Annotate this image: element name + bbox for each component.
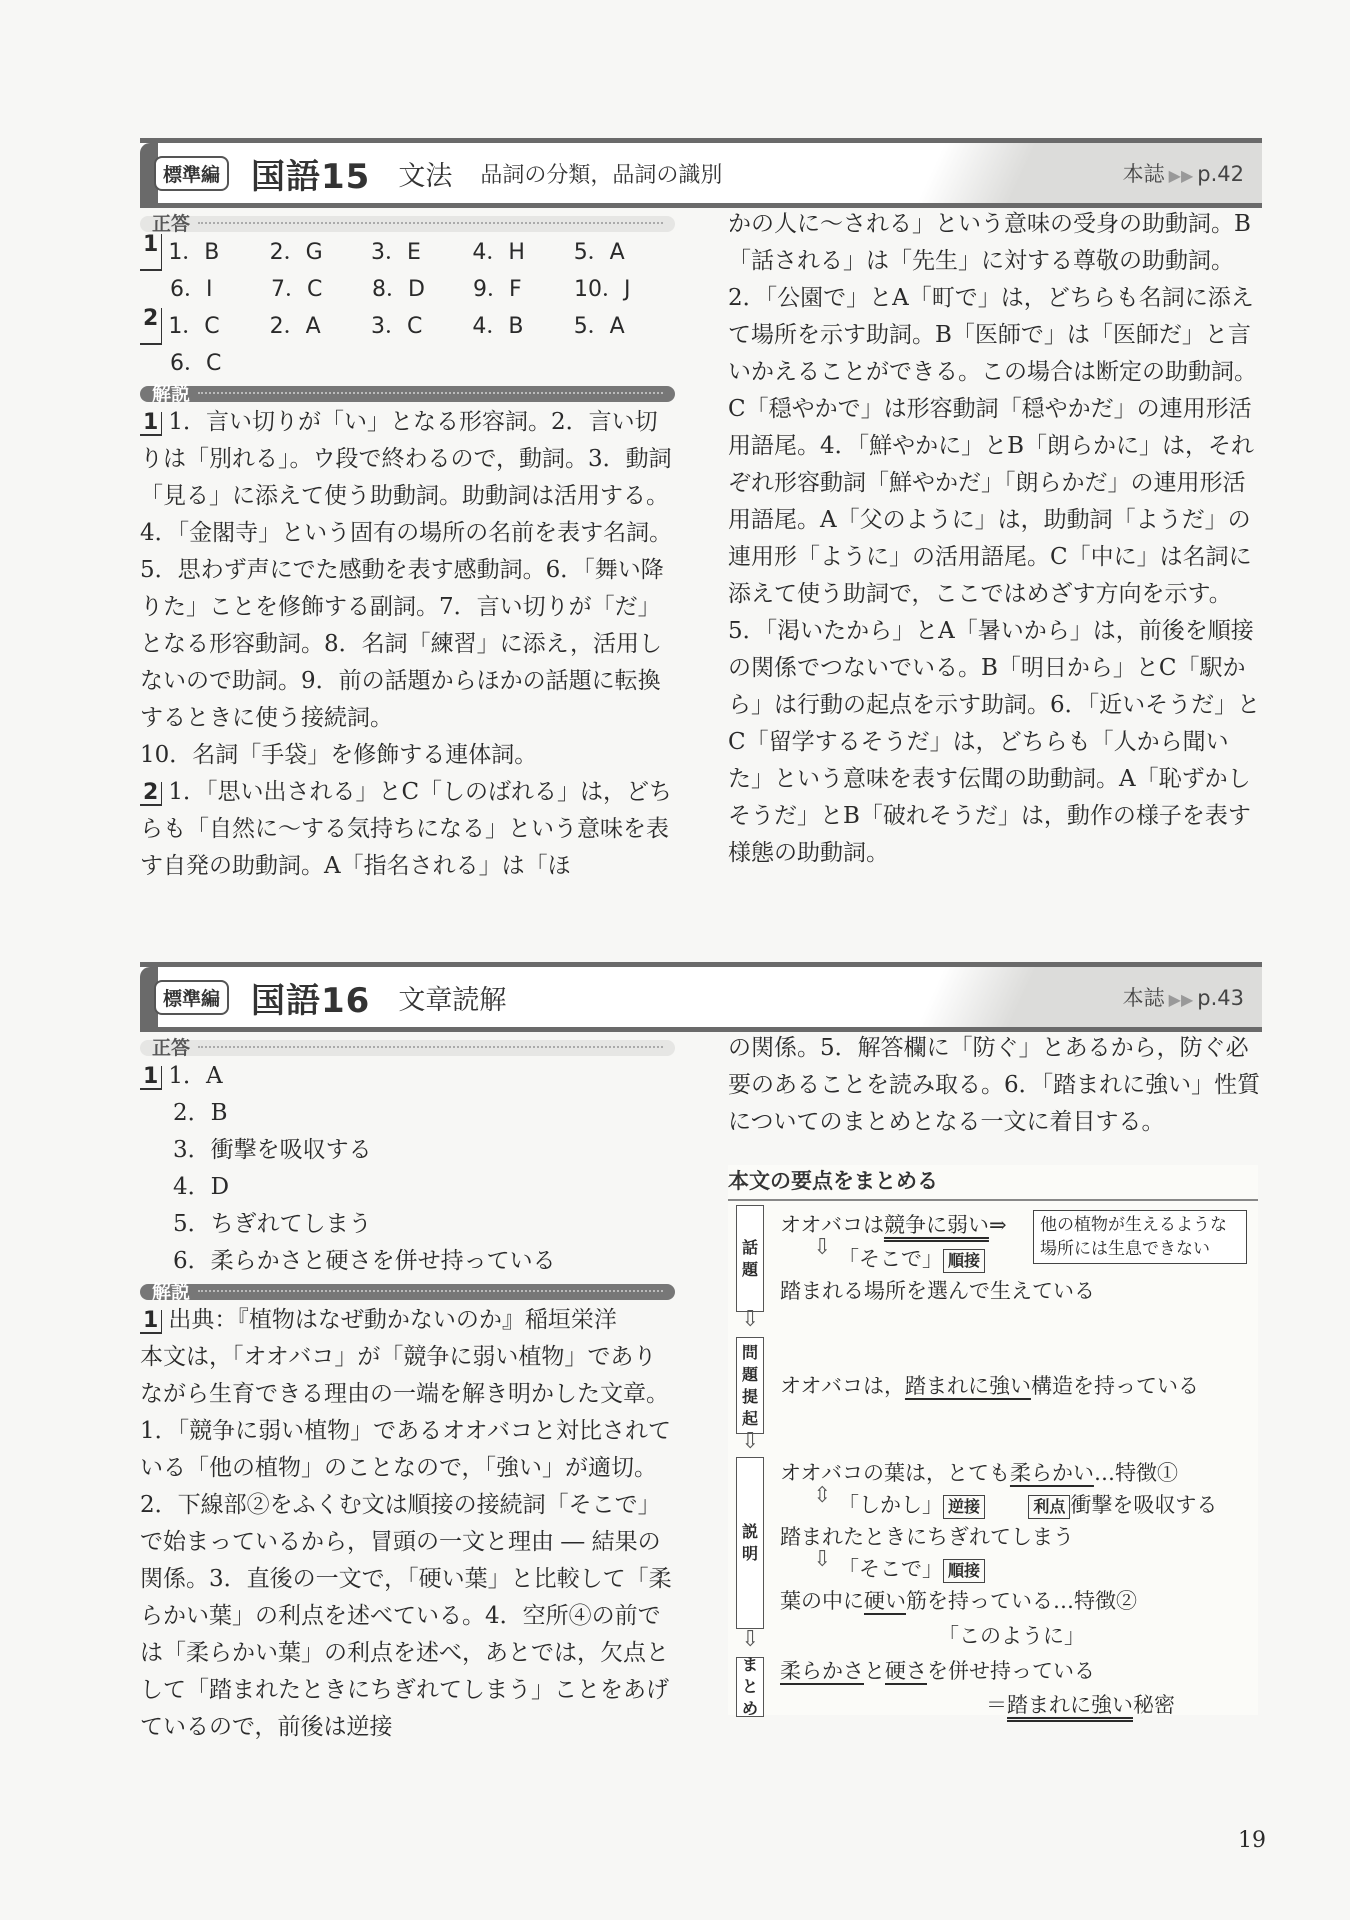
- ref-page: p.42: [1197, 162, 1244, 186]
- summary-connector: 「このように」: [938, 1624, 1085, 1648]
- diagram-title: 本文の要点をまとめる: [728, 1165, 1258, 1201]
- explanation-text: の関係。5．解答欄に「防ぐ」とあるから，防ぐ必要のあることを読み取る。6．「踏まれに強い」性質についてのまとめとなる一文に着目する。: [728, 1035, 1261, 1135]
- answer: 3．E: [371, 240, 421, 265]
- textbook-page-ref: [1123, 982, 1244, 1012]
- ref-page: p.43: [1197, 986, 1244, 1010]
- explanation-paragraph: [140, 774, 675, 885]
- double-arrow-icon: ▶▶: [1168, 166, 1194, 185]
- side-label-explanation: 説明: [736, 1457, 764, 1629]
- answer: 8．D: [372, 277, 425, 302]
- answer-row: [140, 271, 675, 308]
- side-label-summary: まとめ: [736, 1657, 764, 1717]
- text: 葉の中に: [780, 1589, 864, 1613]
- text: を併せ持っている: [927, 1659, 1095, 1683]
- answer-group-1: [140, 234, 675, 308]
- explanation-paragraph: [140, 737, 675, 774]
- level-badge: 標準編: [154, 156, 229, 191]
- answer-row: [140, 308, 675, 345]
- answers-label: 正答: [152, 212, 191, 235]
- explanation-line-3: [780, 1585, 1137, 1615]
- text: と: [864, 1659, 885, 1683]
- down-arrow-icon: ⇩: [741, 1627, 760, 1652]
- topic-line-2: 踏まれる場所を選んで生えている: [780, 1279, 1095, 1303]
- underlined-text: 踏まれに強い: [904, 1374, 1031, 1398]
- explanation-text: かの人に～される」という意味の受身の助動詞。B「話される」は「先生」に対する尊敬の助動詞。2．「公園で」とA「町で」は，どちらも名詞に添えて場所を示す助詞。B「医師で」は「医師だ」と言いかえることができる。この場合は断定の助動詞。C「穏やかで」は形容動詞「穏やかだ」の連用形活用語尾。4．「鮮やかに」とB「朗らかに」は，それぞれ形容動詞「鮮やかだ」「朗らかだ」の連用形活用語尾。A「父のように」は，助動詞「ようだ」の連用形「ように」の活用語尾。C「中に」は名詞に添えて使う助詞で，ここではめざす方向を示す。5．「渇いたから」とA「暑いから」は，前後を順接の関係でつないでいる。B「明日から」とC「駅から」は行動の起点を示す助詞。6．「近いそうだ」とC「留学するそうだ」は，どちらも「人から聞いた」という意味を表す伝聞の助動詞。A「恥ずかしそうだ」とB「破れそうだ」は，動作の様子を表す様態の助動詞。: [728, 211, 1261, 866]
- answer-line: [140, 1058, 675, 1095]
- answer: 3．衝撃を吸収する: [173, 1137, 372, 1163]
- level-badge: 標準編: [154, 980, 229, 1015]
- explanation-label: 解説: [152, 382, 191, 405]
- ref-label: 本誌: [1122, 986, 1165, 1010]
- connector-box: 逆接: [943, 1495, 985, 1519]
- dotted-rule: [198, 392, 663, 396]
- answer: 6．C: [170, 351, 222, 376]
- source-text: 出典：『植物はなぜ動かないのか』稲垣栄洋: [168, 1307, 617, 1333]
- unit-number: 国語15: [251, 156, 371, 197]
- answer: 3．C: [371, 314, 423, 339]
- connector-text: 「そこで」: [838, 1557, 943, 1581]
- underlined-text: 競争に弱い: [883, 1213, 989, 1237]
- text: 筋を持っている…特徴②: [906, 1589, 1137, 1613]
- answer-group-2: [140, 308, 675, 382]
- answer-line: [140, 1132, 675, 1169]
- down-arrow-icon: ⇩: [741, 1307, 760, 1332]
- explanation-text: 1．言い切りが「い」となる形容詞。2．言い切りは「別れる」。ウ段で終わるので，動詞。3．動詞「見る」に添えて使う助動詞。助動詞は活用する。4．「金閣寺」という固有の場所の名前を表す名詞。5．思わず声にでた感動を表す感動詞。6．「舞い降りた」ことを修飾する副詞。7．言い切りが「だ」となる形容動詞。8．名詞「練習」に添え，活用しないので助詞。9．前の話題からほかの話題に転換するときに使う接続詞。: [140, 409, 673, 731]
- connector-box: 順接: [943, 1559, 985, 1583]
- text: 衝撃を吸収する: [1070, 1493, 1218, 1517]
- explanation-text: 1．「思い出される」とC「しのばれる」は，どちらも「自然に～する気持ちになる」という意味を表す自発の助動詞。A「指名される」は「ほ: [140, 779, 673, 879]
- connector-box: 順接: [943, 1249, 985, 1273]
- answer-line: [140, 1206, 675, 1243]
- connector-text: 「しかし」: [838, 1493, 943, 1517]
- answer: 2．B: [173, 1100, 228, 1126]
- question-number: 1: [140, 234, 162, 271]
- source-citation: [140, 1302, 675, 1339]
- explanation-heading: [140, 1280, 675, 1303]
- double-arrow-icon: ▶▶: [1168, 990, 1194, 1009]
- answer-row: [140, 345, 675, 382]
- text: オオバコは，: [780, 1374, 905, 1398]
- right-double-arrow-icon: ⇒: [988, 1213, 1007, 1237]
- answer: 9．F: [473, 277, 522, 302]
- explanation-text: 本文は，「オオバコ」が「競争に弱い植物」でありながら生育できる理由の一端を解き明かした文章。1．「競争に弱い植物」であるオオバコと対比されている「他の植物」のことなので，「強い」が適切。2．下線部②をふくむ文は順接の接続詞「そこで」で始まっているから，冒頭の一文と理由 ― 結果の関係。3．直後の一文で，「硬い葉」と比較して「柔らかい葉」の利点を述べている。4．空所④の前では「柔らかい葉」の利点を述べ，あとでは，欠点として「踏まれたときにちぎれてしまう」ことをあげているので，前後は逆接: [140, 1344, 672, 1740]
- topic-note-box: 他の植物が生えるような場所には生息できない: [1033, 1210, 1247, 1264]
- unit-title: 文法: [398, 160, 453, 192]
- answer: 6．I: [170, 277, 213, 302]
- answer: 4．H: [472, 240, 525, 265]
- answer: 2．G: [269, 240, 323, 265]
- ref-label: 本誌: [1122, 162, 1165, 186]
- answer: 1．C: [168, 314, 220, 339]
- unit-title: 文章読解: [398, 984, 507, 1016]
- question-number: 1: [140, 412, 162, 436]
- dotted-rule: [198, 222, 663, 226]
- page-number: 19: [1238, 1828, 1266, 1853]
- explanation-label: 解説: [152, 1280, 191, 1303]
- dotted-rule: [198, 1046, 663, 1050]
- answer: 4．B: [472, 314, 524, 339]
- dotted-rule: [198, 1290, 663, 1294]
- unit-number: 国語16: [251, 980, 371, 1021]
- side-label-problem: 問題提起: [736, 1337, 764, 1434]
- question-number: 1: [140, 1066, 162, 1090]
- answers-heading: [140, 1036, 675, 1059]
- underlined-text: 硬い: [864, 1589, 906, 1613]
- answer-group-1: [140, 1058, 675, 1280]
- section-16-left-column: [140, 1036, 675, 1746]
- down-arrow-icon: ⇩: [813, 1235, 832, 1260]
- topic-connector: [838, 1243, 985, 1273]
- answers-heading: [140, 212, 675, 235]
- explanation-connector-1: [838, 1489, 1217, 1519]
- section-16-header: [140, 962, 1262, 1032]
- answer-line: [140, 1169, 675, 1206]
- side-label-topic: 話題: [736, 1205, 764, 1312]
- merit-box: 利点: [1028, 1495, 1070, 1519]
- explanation-heading: [140, 382, 675, 405]
- explanation-connector-2: [838, 1553, 985, 1583]
- question-number: 2: [140, 782, 162, 806]
- question-number: 1: [140, 1310, 162, 1334]
- unit-subtitle: 品詞の分類，品詞の識別: [480, 162, 723, 188]
- answers-label: 正答: [152, 1036, 191, 1059]
- down-arrow-icon: ⇩: [741, 1429, 760, 1454]
- answer: 6．柔らかさと硬さを併せ持っている: [173, 1248, 556, 1274]
- answer: 7．C: [271, 277, 323, 302]
- section-15-header: [140, 138, 1262, 208]
- explanation-paragraph: [140, 404, 675, 737]
- summary-line-1: [780, 1655, 1095, 1685]
- text: オオバコの葉は，とても: [780, 1461, 1010, 1485]
- answer: 10．J: [574, 277, 631, 302]
- explanation-text: 10．名詞「手袋」を修飾する連体詞。: [140, 742, 538, 768]
- text: …特徴①: [1093, 1461, 1178, 1485]
- section-15-right-column: [728, 206, 1263, 872]
- underlined-text: 柔らかい: [1009, 1461, 1094, 1485]
- question-number: 2: [140, 308, 162, 345]
- underlined-text: 硬さ: [885, 1659, 927, 1683]
- section-16-right-column: [728, 1030, 1263, 1141]
- answer: 1．A: [168, 1063, 223, 1089]
- answer: 5．ちぎれてしまう: [173, 1211, 372, 1237]
- up-down-arrow-icon: ⇳: [813, 1483, 832, 1508]
- down-arrow-icon: ⇩: [813, 1547, 832, 1572]
- answer: 4．D: [173, 1174, 230, 1200]
- summary-line-2: [986, 1689, 1175, 1719]
- problem-line: [780, 1370, 1199, 1400]
- summary-diagram: [728, 1165, 1258, 1718]
- answer: 1．B: [168, 240, 220, 265]
- text: ＝: [986, 1693, 1007, 1717]
- text: 構造を持っている: [1030, 1374, 1199, 1398]
- answer: 5．A: [573, 314, 625, 339]
- answer-line: [140, 1243, 675, 1280]
- textbook-page-ref: [1123, 158, 1244, 188]
- explanation-line-1: [780, 1457, 1178, 1487]
- text: オオバコは: [780, 1213, 884, 1237]
- answer: 2．A: [269, 314, 321, 339]
- answer-line: [140, 1095, 675, 1132]
- answer-row: [140, 234, 675, 271]
- underlined-text: 踏まれに強い: [1007, 1693, 1133, 1717]
- connector-text: 「そこで」: [838, 1247, 943, 1271]
- text: 秘密: [1133, 1693, 1175, 1717]
- section-15-left-column: [140, 212, 675, 885]
- underlined-text: 柔らかさ: [780, 1659, 864, 1683]
- answer: 5．A: [573, 240, 625, 265]
- explanation-line-2: 踏まれたときにちぎれてしまう: [780, 1525, 1074, 1549]
